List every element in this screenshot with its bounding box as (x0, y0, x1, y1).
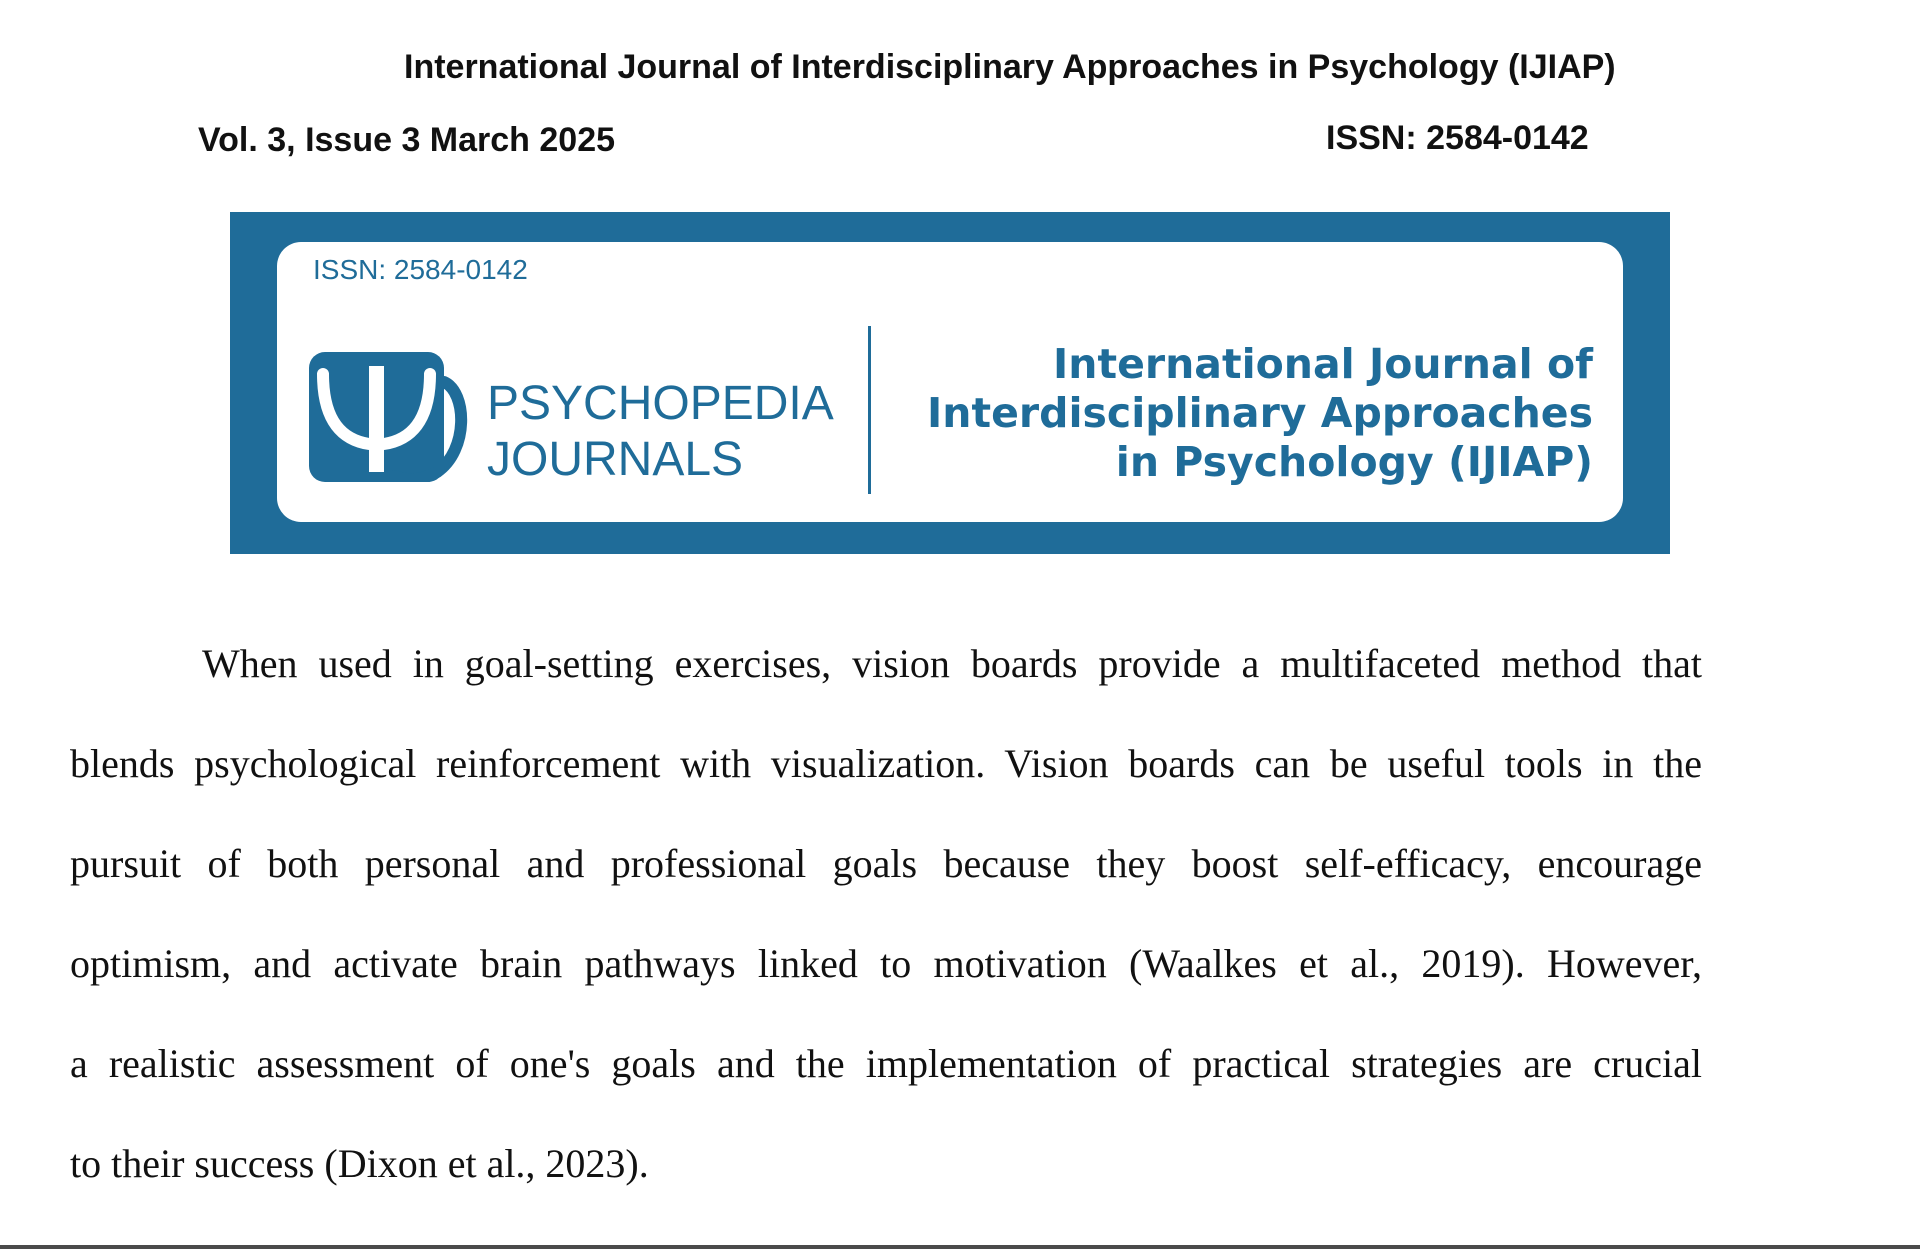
psi-icon (309, 352, 469, 482)
running-header-journal-title: International Journal of Interdisciplinary Approaches in Psychology (IJIAP) (404, 48, 1616, 86)
banner-divider (868, 326, 871, 494)
paragraph-line-2: blends psychological reinforcement with visualization. Vision boards can be useful tools in the (70, 741, 1702, 786)
paragraph-line-6: to their success (Dixon et al., 2023). (70, 1141, 649, 1186)
journal-banner (230, 212, 1670, 554)
banner-title-line-2: Interdisciplinary Approaches (927, 389, 1593, 437)
paragraph-line-3: pursuit of both personal and professional goals because they boost self-efficacy, encourage (70, 841, 1702, 886)
publisher-name (487, 376, 834, 488)
volume-issue-label: Vol. 3, Issue 3 March 2025 (198, 121, 616, 159)
banner-journal-title (927, 340, 1593, 487)
paragraph-line-1: When used in goal-setting exercises, vision boards provide a multifaceted method that (202, 641, 1702, 686)
page-bottom-border (0, 1245, 1920, 1249)
publisher-name-line-1: PSYCHOPEDIA (487, 377, 834, 430)
banner-issn: ISSN: 2584-0142 (313, 254, 528, 285)
banner-title-line-3: in Psychology (IJIAP) (1115, 438, 1593, 486)
publisher-name-line-2: JOURNALS (487, 433, 744, 486)
banner-title-line-1: International Journal of (1053, 340, 1593, 388)
journal-banner-panel (277, 242, 1623, 522)
issn-label: ISSN: 2584-0142 (1326, 119, 1589, 157)
paragraph-line-5: a realistic assessment of one's goals and the implementation of practical strategies are crucial (70, 1041, 1702, 1086)
body-paragraph (70, 620, 1702, 1220)
paragraph-line-4: optimism, and activate brain pathways linked to motivation (Waalkes et al., 2019). However, (70, 941, 1702, 986)
